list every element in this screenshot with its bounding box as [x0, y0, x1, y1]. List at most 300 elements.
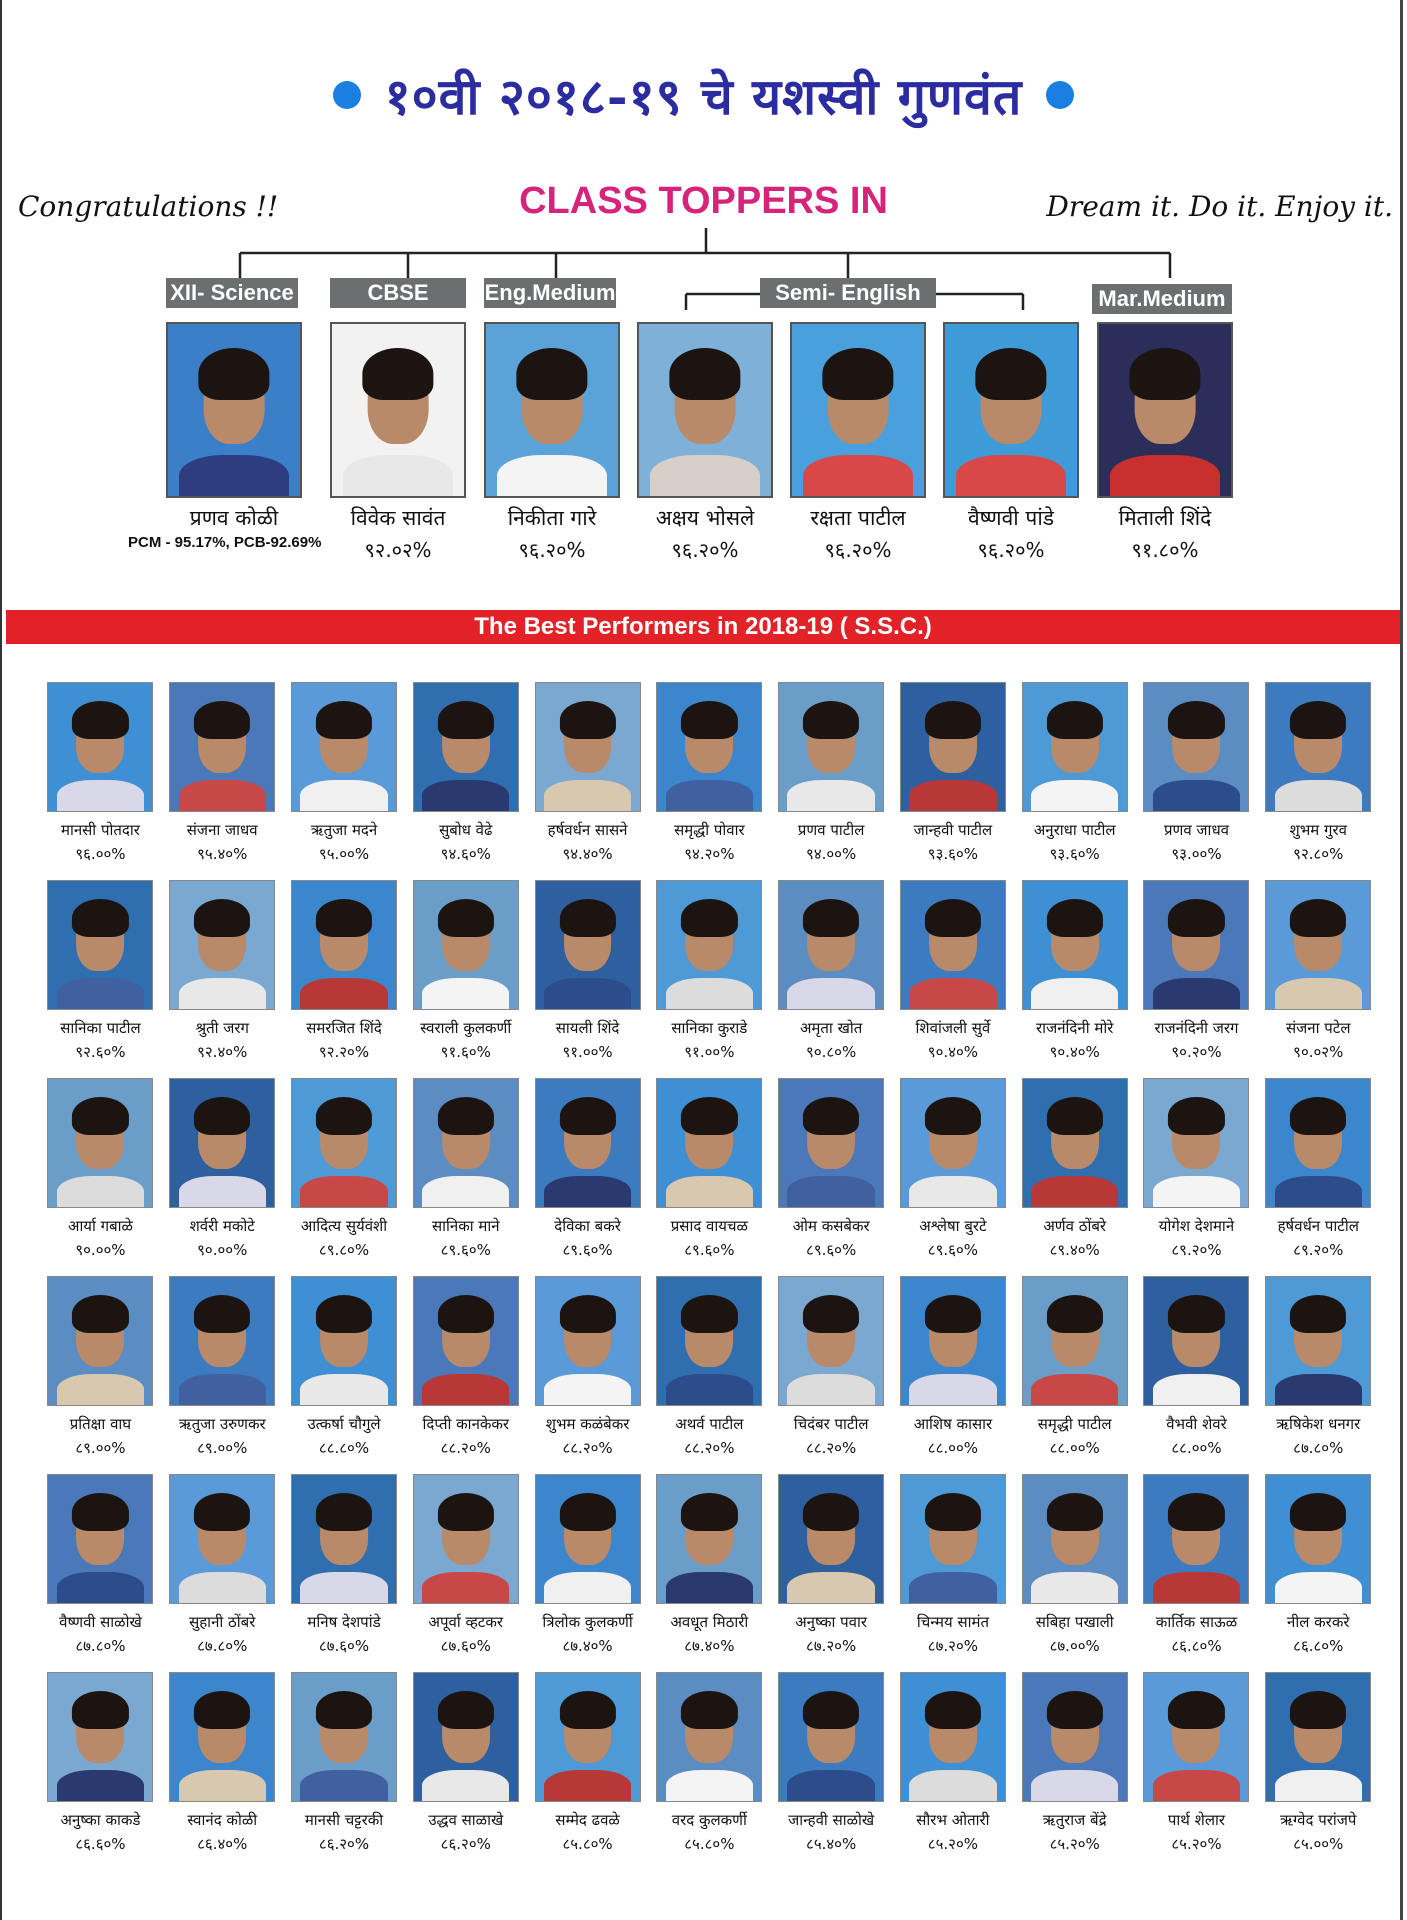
performer-card [649, 1078, 770, 1276]
student-name: सम्मेद ढवळे [555, 1811, 620, 1829]
performer-card [892, 880, 1013, 1078]
shirt [1031, 780, 1118, 812]
hair [438, 1493, 494, 1531]
student-score: ९०.०२% [1293, 1043, 1344, 1061]
student-score: ८८.००% [927, 1439, 979, 1457]
student-name: वैष्णवी साळोखे [59, 1613, 142, 1631]
hair [925, 1493, 981, 1531]
student-photo [47, 1474, 153, 1604]
student-photo [656, 1078, 762, 1208]
hair [1129, 348, 1200, 400]
performer-card [771, 880, 892, 1078]
shirt [179, 978, 266, 1010]
student-name: मिताली शिंदे [1118, 506, 1212, 530]
student-name: ऋग्वेद परांजपे [1280, 1811, 1357, 1829]
shirt [1153, 978, 1240, 1010]
student-score: ९१.६०% [440, 1043, 491, 1061]
student-score: ९०.००% [75, 1241, 126, 1259]
student-name: वैष्णवी पांडे [967, 506, 1054, 530]
shirt [1275, 1176, 1362, 1208]
student-photo [413, 1474, 519, 1604]
student-score: ९५.४०% [197, 845, 248, 863]
performer-card [162, 682, 283, 880]
shirt [544, 1176, 631, 1208]
student-photo [637, 322, 773, 498]
performer-card [649, 1276, 770, 1474]
student-photo [1097, 322, 1233, 498]
student-score: ९१.००% [562, 1043, 613, 1061]
hair [194, 1493, 250, 1531]
performer-card [527, 880, 648, 1078]
performer-card [284, 1276, 405, 1474]
shirt [1031, 1770, 1118, 1802]
shirt [300, 1374, 387, 1406]
student-score: ९६.२०% [671, 538, 739, 562]
performer-card [405, 880, 526, 1078]
performer-card [162, 880, 283, 1078]
shirt [787, 1770, 874, 1802]
performer-card [1136, 1672, 1257, 1870]
student-score: ८७.८०% [75, 1637, 126, 1655]
hair [681, 1691, 737, 1729]
student-name: देविका बकरे [554, 1217, 621, 1235]
student-name: जान्हवी पाटील [913, 821, 993, 839]
shirt [1031, 1176, 1118, 1208]
student-score: ८७.४०% [562, 1637, 613, 1655]
student-name: आशिष कासार [913, 1415, 993, 1433]
performer-card [771, 1078, 892, 1276]
performer-card [1258, 1276, 1379, 1474]
student-photo [790, 322, 926, 498]
student-photo [1022, 1672, 1128, 1802]
performer-card [1258, 880, 1379, 1078]
student-score: ९२.४०% [197, 1043, 248, 1061]
student-photo [778, 1474, 884, 1604]
student-name: त्रिलोक कुलकर्णी [542, 1613, 633, 1631]
student-photo [900, 880, 1006, 1010]
student-name: शुभम गुरव [1289, 821, 1347, 839]
student-photo [900, 1672, 1006, 1802]
student-score: ८५.८०% [562, 1835, 613, 1853]
shirt [544, 780, 631, 812]
student-name: अश्लेषा बुरटे [919, 1217, 987, 1235]
student-name: चिदंबर पाटील [793, 1415, 869, 1433]
shirt [179, 780, 266, 812]
shirt [1153, 1770, 1240, 1802]
student-name: शुभम कळंबेकर [545, 1415, 630, 1433]
shirt [803, 455, 914, 498]
student-name: सौरभ ओतारी [916, 1811, 990, 1829]
label-xii-science: XII- Science [166, 278, 298, 308]
hair [362, 348, 433, 400]
hair [1047, 899, 1103, 937]
shirt [422, 1770, 509, 1802]
student-photo [535, 1474, 641, 1604]
performers-row [40, 880, 1370, 1078]
hair [803, 701, 859, 739]
student-name: अमृता खोत [799, 1019, 863, 1037]
hair [1168, 1295, 1224, 1333]
student-name: जान्हवी साळोखे [788, 1811, 875, 1829]
student-score: ८७.६०% [440, 1637, 491, 1655]
student-name: प्रणव जाधव [1163, 821, 1230, 839]
student-score: ८९.६०% [562, 1241, 613, 1259]
hair [1047, 1493, 1103, 1531]
shirt [57, 1176, 144, 1208]
student-photo [778, 682, 884, 812]
hair [1047, 701, 1103, 739]
shirt [422, 780, 509, 812]
student-photo [1143, 1474, 1249, 1604]
student-name: उद्धव साळाखे [428, 1811, 504, 1829]
student-photo [778, 1078, 884, 1208]
shirt [179, 1572, 266, 1604]
student-score: ८८.२०% [806, 1439, 857, 1457]
student-photo [166, 322, 302, 498]
performer-card [162, 1474, 283, 1672]
performers-row [40, 1276, 1370, 1474]
hair [316, 1295, 372, 1333]
hair [438, 701, 494, 739]
student-photo [1022, 1474, 1128, 1604]
student-name: दिप्ती कानकेकर [422, 1415, 510, 1433]
hair [316, 1691, 372, 1729]
student-score: ९६.२०% [518, 538, 586, 562]
hair [559, 899, 615, 937]
performer-card [527, 682, 648, 880]
student-name: वरद कुलकर्णी [671, 1811, 747, 1829]
student-photo [656, 1474, 762, 1604]
student-score: ९२.२०% [318, 1043, 370, 1061]
shirt [666, 780, 753, 812]
shirt [787, 1176, 874, 1208]
student-photo [413, 1276, 519, 1406]
student-score: ८५.२०% [1049, 1835, 1100, 1853]
student-score: ८६.८०% [1293, 1637, 1344, 1655]
shirt [300, 978, 387, 1010]
hair [438, 1691, 494, 1729]
student-score: ९४.००% [806, 845, 857, 863]
student-name: सानिका माने [431, 1217, 500, 1235]
student-photo [169, 880, 275, 1010]
student-score: ८८.२०% [440, 1439, 491, 1457]
label-cbse: CBSE [330, 278, 466, 308]
performer-card [649, 1474, 770, 1672]
student-photo [1265, 1276, 1371, 1406]
performer-card [892, 1078, 1013, 1276]
hair [559, 701, 615, 739]
student-name: विवेक सावंत [350, 506, 446, 530]
shirt [57, 780, 144, 812]
student-name: सुहानी ठोंबरे [189, 1613, 256, 1631]
hair [975, 348, 1046, 400]
hair [822, 348, 893, 400]
student-score: ८९.००% [75, 1439, 126, 1457]
performer-card [1258, 1672, 1379, 1870]
shirt [909, 780, 996, 812]
performer-card [1136, 1474, 1257, 1672]
shirt [544, 1572, 631, 1604]
hair [1168, 1691, 1224, 1729]
performers-grid [40, 682, 1370, 1870]
hair [316, 701, 372, 739]
student-name: प्रणव कोळी [189, 506, 279, 530]
shirt [1275, 978, 1362, 1010]
student-photo [169, 682, 275, 812]
hair [438, 899, 494, 937]
student-score: ८८.००% [1171, 1439, 1222, 1457]
student-score: ८५.२०% [927, 1835, 979, 1853]
student-name: स्वानंद कोळी [187, 1811, 258, 1829]
student-photo [1143, 1078, 1249, 1208]
shirt [422, 978, 509, 1010]
performer-card [284, 1672, 405, 1870]
performer-card [405, 682, 526, 880]
student-score: ९६.००% [75, 845, 126, 863]
student-name: सायली शिंदे [555, 1019, 620, 1037]
student-photo [291, 880, 397, 1010]
student-name: ऋषिकेश धनगर [1276, 1415, 1361, 1433]
performer-card [405, 1078, 526, 1276]
student-photo [47, 1078, 153, 1208]
hair [803, 1295, 859, 1333]
shirt [179, 455, 290, 498]
shirt [1275, 1572, 1362, 1604]
shirt [666, 978, 753, 1010]
student-photo [535, 1078, 641, 1208]
category-tree-lines [0, 0, 1407, 320]
performer-card [1136, 1078, 1257, 1276]
student-score: ८९.२०% [1293, 1241, 1344, 1259]
hair [194, 701, 250, 739]
label-mar-medium: Mar.Medium [1092, 284, 1232, 314]
student-name: मानसी पोतदार [60, 821, 140, 839]
hair [1047, 1097, 1103, 1135]
student-name: संजना जाधव [186, 821, 258, 839]
shirt [300, 1572, 387, 1604]
student-name: अनुष्का पवार [795, 1613, 868, 1631]
student-photo [1265, 682, 1371, 812]
hair [1047, 1295, 1103, 1333]
performer-card [162, 1672, 283, 1870]
student-score: ८६.८०% [1171, 1637, 1222, 1655]
performer-card [40, 1672, 161, 1870]
hair [925, 1691, 981, 1729]
student-score: ८७.४०% [684, 1637, 735, 1655]
shirt [179, 1176, 266, 1208]
student-name: ऋतुराज बेंद्रे [1042, 1811, 1107, 1829]
student-photo [656, 880, 762, 1010]
shirt [666, 1770, 753, 1802]
performer-card [162, 1276, 283, 1474]
hair [1168, 701, 1224, 739]
hair [1168, 1097, 1224, 1135]
performer-card [40, 1474, 161, 1672]
student-score: ८७.२०% [927, 1637, 979, 1655]
performer-card [892, 1474, 1013, 1672]
shirt [300, 1770, 387, 1802]
student-score: ८५.२०% [1171, 1835, 1222, 1853]
hair [438, 1295, 494, 1333]
topper-card [330, 322, 466, 563]
performer-card [527, 1672, 648, 1870]
student-photo [413, 1078, 519, 1208]
hair [1290, 1295, 1346, 1333]
student-name: आर्या गबाळे [67, 1217, 133, 1235]
performer-card [892, 1672, 1013, 1870]
shirt [666, 1374, 753, 1406]
hair [1168, 1493, 1224, 1531]
student-name: अनुराधा पाटील [1033, 821, 1116, 839]
performer-card [1258, 682, 1379, 880]
student-score: ८९.६०% [440, 1241, 491, 1259]
student-name: नील करकरे [1287, 1613, 1350, 1631]
performer-card [40, 880, 161, 1078]
student-photo [413, 682, 519, 812]
student-score: ९५.००% [318, 845, 370, 863]
performer-card [527, 1078, 648, 1276]
student-score: ९३.६०% [927, 845, 979, 863]
student-photo [484, 322, 620, 498]
shirt [179, 1374, 266, 1406]
shirt [666, 1572, 753, 1604]
hair [559, 1295, 615, 1333]
student-photo [1022, 1276, 1128, 1406]
topper-card [790, 322, 926, 563]
student-score: ८८.२०% [562, 1439, 613, 1457]
performer-card [1014, 880, 1135, 1078]
student-name: अवधूत मिठारी [670, 1613, 749, 1631]
best-performers-banner: The Best Performers in 2018-19 ( S.S.C.) [6, 610, 1400, 644]
hair [1290, 1097, 1346, 1135]
hair [925, 1097, 981, 1135]
student-score: ८६.२०% [318, 1835, 370, 1853]
hair [194, 1097, 250, 1135]
shirt [1031, 1374, 1118, 1406]
student-name: चिन्मय सामंत [916, 1613, 989, 1631]
student-score: ८८.००% [1049, 1439, 1100, 1457]
student-photo [778, 1276, 884, 1406]
hair [681, 1493, 737, 1531]
performer-card [284, 682, 405, 880]
pcm-pcb-note: PCM - 95.17%, PCB-92.69% [128, 534, 322, 551]
student-score: ८७.२०% [806, 1637, 857, 1655]
shirt [1031, 978, 1118, 1010]
student-name: श्रुती जरग [195, 1019, 249, 1037]
student-name: संजना पटेल [1286, 1019, 1351, 1037]
student-name: योगेश देशमाने [1158, 1217, 1235, 1235]
shirt [1275, 1374, 1362, 1406]
hair [669, 348, 740, 400]
shirt [909, 978, 996, 1010]
student-name: सानिका पाटील [60, 1019, 141, 1037]
student-score: ९४.२०% [684, 845, 735, 863]
performer-card [1014, 1276, 1135, 1474]
student-photo [330, 322, 466, 498]
topper-card [943, 322, 1079, 563]
student-score: ८७.८०% [1293, 1439, 1344, 1457]
shirt [1110, 455, 1221, 498]
student-score: ८९.६०% [684, 1241, 735, 1259]
performer-card [892, 1276, 1013, 1474]
hair [803, 1691, 859, 1729]
student-score: ९०.२०% [1171, 1043, 1222, 1061]
student-photo [900, 1474, 1006, 1604]
hair [681, 1097, 737, 1135]
student-photo [291, 682, 397, 812]
student-name: उत्कर्षा चौगुले [307, 1415, 381, 1433]
student-name: पार्थ शेलार [1167, 1811, 1226, 1829]
shirt [497, 455, 608, 498]
shirt [422, 1572, 509, 1604]
student-name: ओम कसबेकर [792, 1217, 870, 1235]
student-score: ९४.४०% [562, 845, 613, 863]
performer-card [1136, 1276, 1257, 1474]
student-photo [535, 1276, 641, 1406]
student-score: ९१.००% [684, 1043, 735, 1061]
hair [516, 348, 587, 400]
performer-card [771, 1474, 892, 1672]
student-score: ८९.००% [197, 1439, 248, 1457]
student-name: निकीता गारे [507, 506, 597, 530]
student-name: आदित्य सुर्यवंशी [300, 1217, 388, 1235]
student-photo [291, 1276, 397, 1406]
student-photo [169, 1078, 275, 1208]
hair [72, 1097, 128, 1135]
hair [559, 1493, 615, 1531]
hair [681, 701, 737, 739]
student-name: रक्षता पाटील [810, 506, 906, 530]
hair [72, 1691, 128, 1729]
student-score: ९६.२०% [824, 538, 892, 562]
student-photo [169, 1672, 275, 1802]
shirt [787, 1572, 874, 1604]
topper-card [637, 322, 773, 563]
student-score: ८५.००% [1293, 1835, 1344, 1853]
student-score: ८९.६०% [806, 1241, 857, 1259]
student-name: प्रसाद वायचळ [670, 1217, 748, 1235]
hair [803, 899, 859, 937]
shirt [343, 455, 454, 498]
tagline-text: Dream it. Do it. Enjoy it. [1046, 190, 1393, 223]
hair [681, 899, 737, 937]
student-name: अथर्व पाटील [675, 1415, 744, 1433]
hair [72, 1295, 128, 1333]
student-photo [47, 1672, 153, 1802]
student-photo [169, 1474, 275, 1604]
student-name: राजनंदिनी मोरे [1036, 1019, 1114, 1037]
student-photo [656, 682, 762, 812]
student-photo [900, 1078, 1006, 1208]
student-score: ९०.००% [197, 1241, 248, 1259]
student-photo [1143, 1672, 1249, 1802]
student-score: ८७.६०% [318, 1637, 370, 1655]
hair [194, 899, 250, 937]
student-score: ९०.४०% [927, 1043, 979, 1061]
shirt [1153, 1176, 1240, 1208]
performer-card [527, 1474, 648, 1672]
student-score: ९३.००% [1171, 845, 1222, 863]
student-name: शिवांजली सुर्वे [915, 1019, 991, 1037]
shirt [787, 780, 874, 812]
class-toppers-heading: CLASS TOPPERS IN [519, 180, 888, 222]
student-photo [900, 682, 1006, 812]
student-name: मनिष देशपांडे [307, 1613, 381, 1631]
student-score: ८८.८०% [318, 1439, 370, 1457]
hair [198, 348, 269, 400]
student-score: ८७.८०% [197, 1637, 248, 1655]
student-photo [535, 880, 641, 1010]
